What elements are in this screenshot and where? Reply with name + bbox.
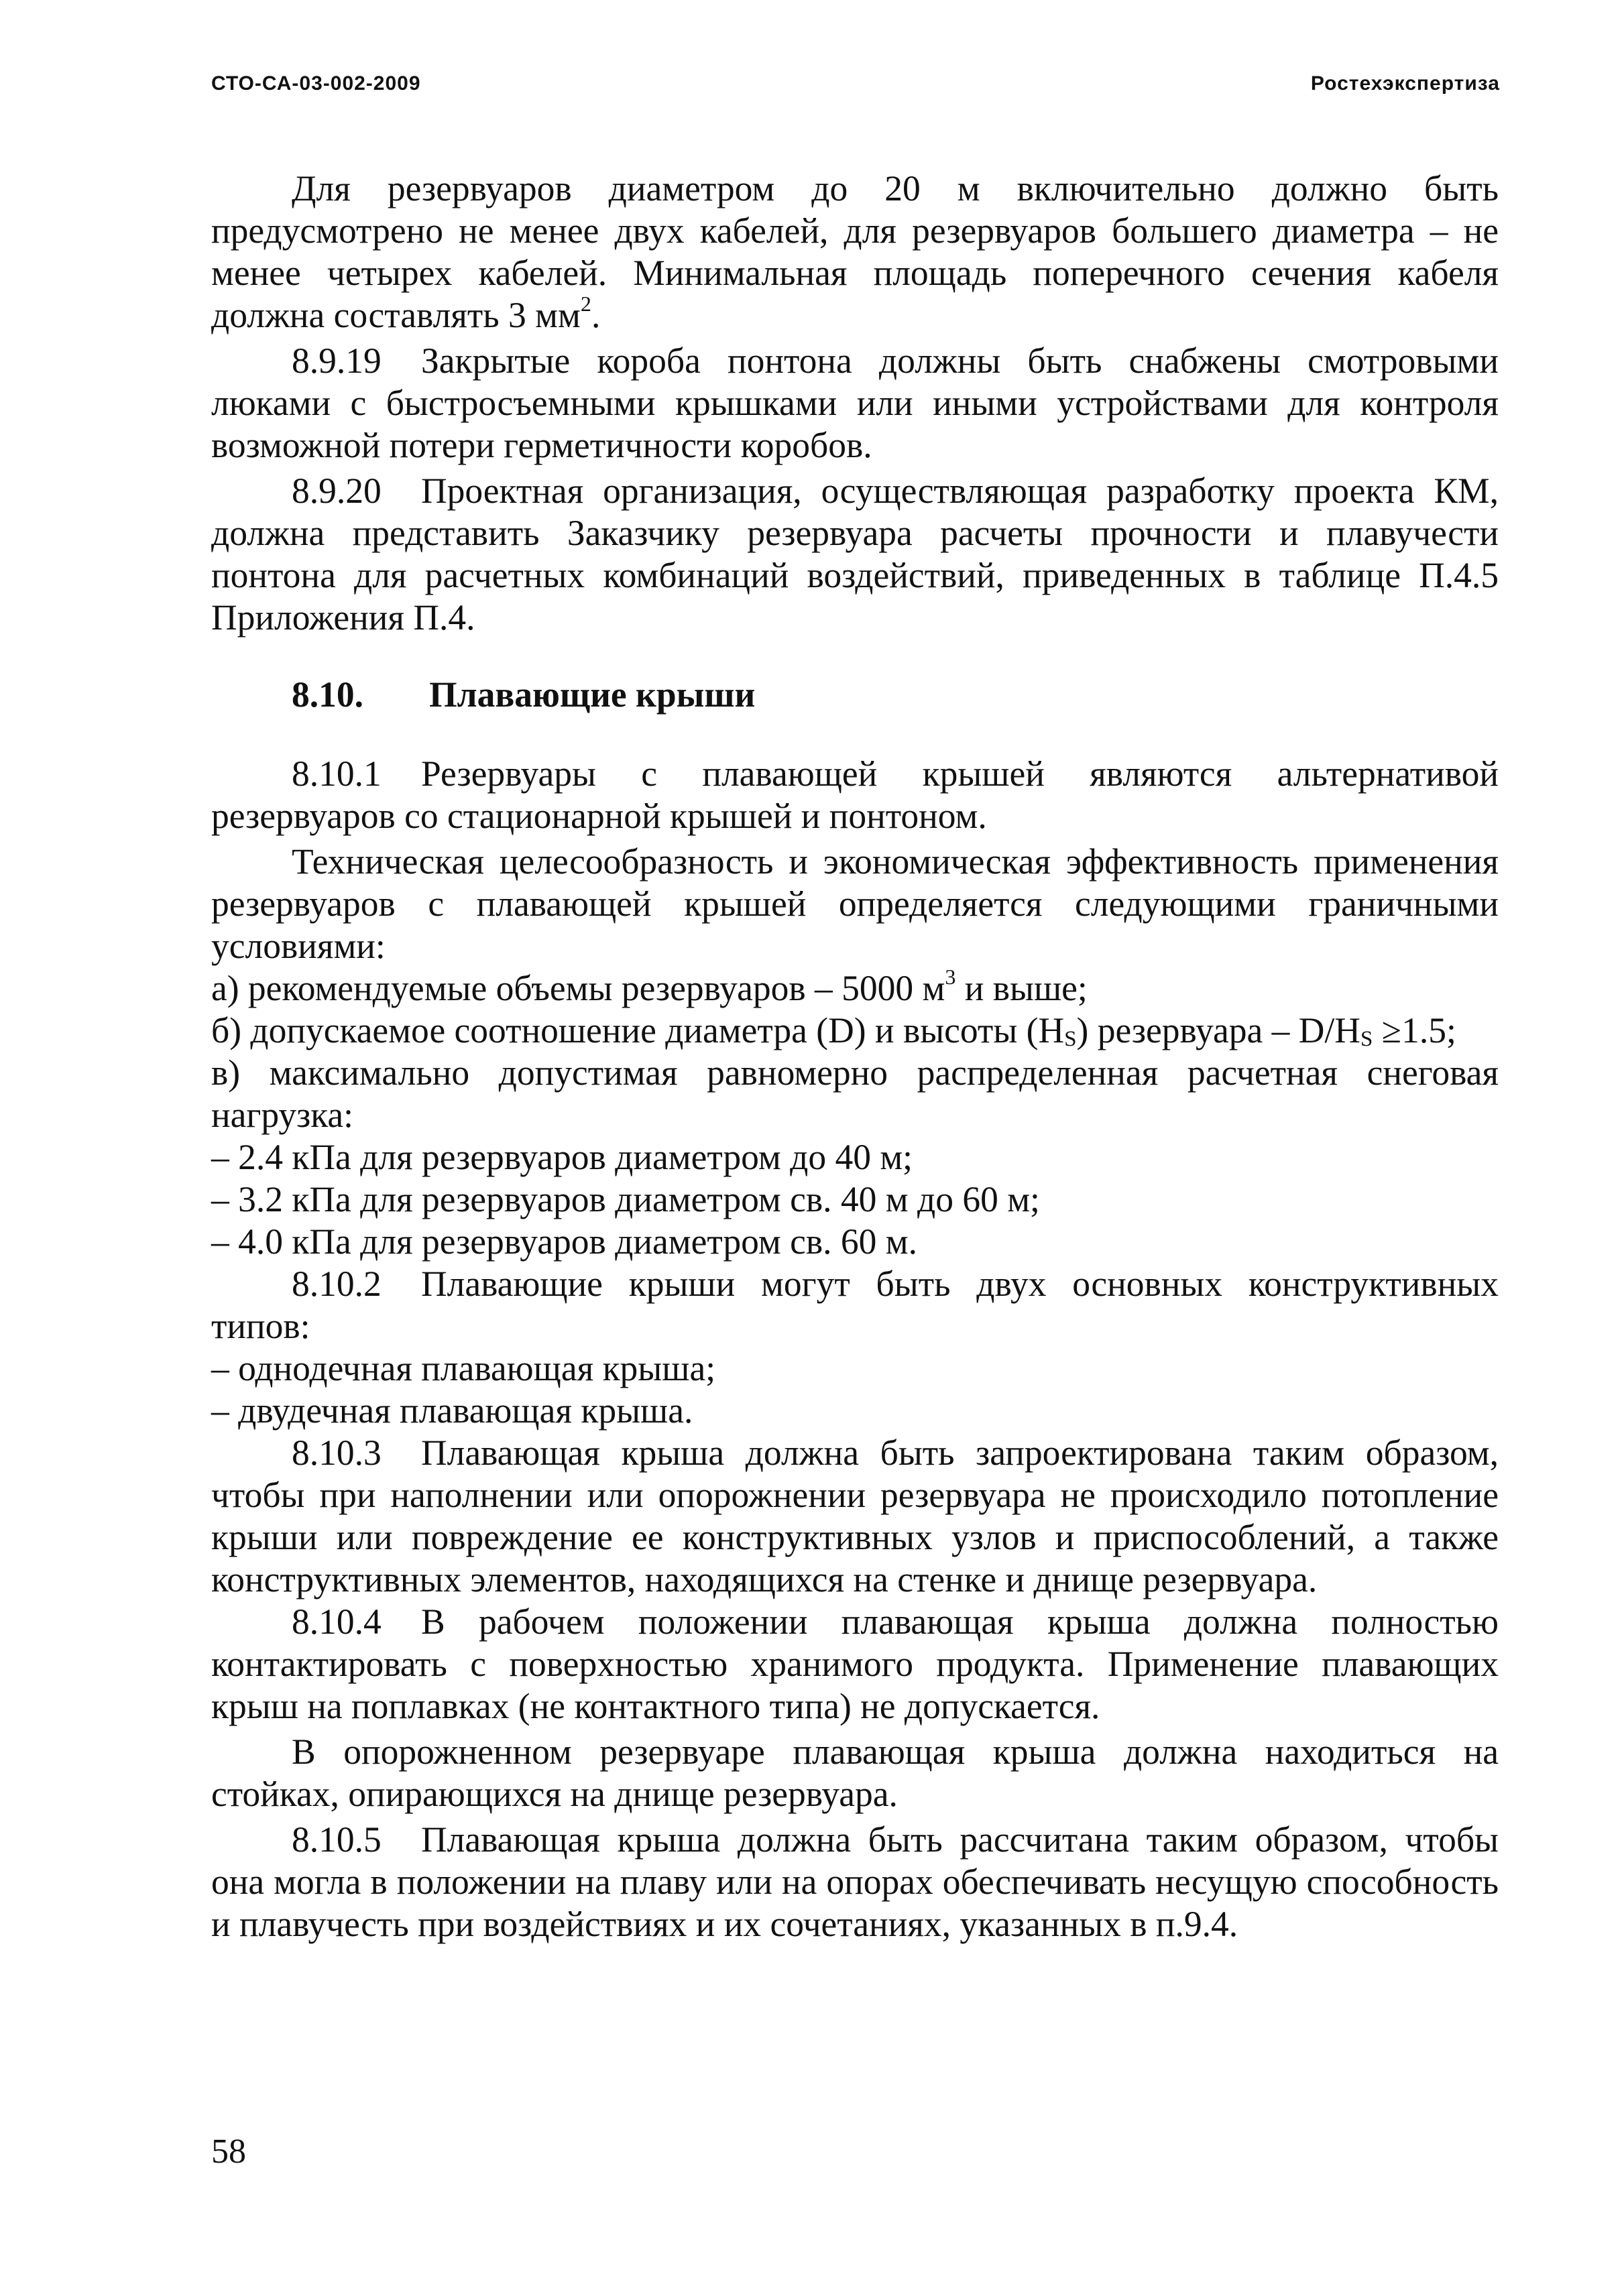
organization-name: Ростехэкспертиза <box>1310 72 1500 95</box>
condition-text: б) допускаемое соотношение диаметра (D) и высоты (H <box>211 1010 1065 1050</box>
paragraph-text: Для резервуаров диаметром до 20 м включительно должно быть предусмотрено не менее двух кабелей, для резервуаров большего диаметра – не менее четырех кабелей. Минимальная площадь поперечного сечения кабеля должна составлять 3 мм <box>211 168 1499 335</box>
condition-b <box>211 1010 1499 1052</box>
paragraph-8-10-5 <box>211 1819 1499 1945</box>
load-item: – 3.2 кПа для резервуаров диаметром св. 40 м до 60 м; <box>211 1179 1040 1219</box>
load-item: – 2.4 кПа для резервуаров диаметром до 40 м; <box>211 1137 913 1177</box>
paragraph-empty-tank <box>211 1731 1499 1815</box>
paragraph-text: Проектная организация, осуществляющая разработку проекта КМ, должна представить Заказчику резервуара расчеты прочности и плавучести понтона для расчетных комбинаций воздействий, приведенных в таблице П.4.5 Приложения П.4. <box>211 471 1499 638</box>
condition-c: в) максимально допустимая равномерно распределенная расчетная снеговая нагрузка: <box>211 1052 1499 1135</box>
section-title: Плавающие крыши <box>429 674 756 715</box>
roof-type-item: – двудечная плавающая крыша. <box>211 1390 693 1431</box>
roof-type-item: – однодечная плавающая крыша; <box>211 1348 716 1388</box>
paragraph-8-10-2 <box>211 1263 1499 1347</box>
page-number: 58 <box>211 2132 246 2171</box>
condition-text-end: ≥1.5; <box>1373 1010 1456 1050</box>
page-body <box>211 168 1499 1945</box>
condition-text: а) рекомендуемые объемы резервуаров – 5000 м <box>211 968 945 1008</box>
paragraph-end: . <box>591 295 601 335</box>
condition-text-end: и выше; <box>955 968 1088 1008</box>
superscript: 3 <box>945 964 956 989</box>
paragraph-cables <box>211 168 1499 337</box>
load-item: – 4.0 кПа для резервуаров диаметром св. 60 м. <box>211 1221 917 1262</box>
document-code: СТО-СА-03-002-2009 <box>211 72 421 95</box>
section-number: 8.10. <box>292 674 363 715</box>
clause-number: 8.10.4 <box>292 1602 382 1642</box>
superscript: 2 <box>580 291 591 316</box>
paragraph-8-10-3 <box>211 1432 1499 1601</box>
section-heading <box>211 674 1499 716</box>
paragraph-text: Резервуары с плавающей крышей являются альтернативой резервуаров со стационарной крышей и понтоном. <box>211 753 1499 836</box>
clause-number: 8.9.19 <box>292 341 382 381</box>
clause-number: 8.10.3 <box>292 1433 382 1473</box>
paragraph-text: Плавающие крыши могут быть двух основных конструктивных типов: <box>211 1264 1499 1346</box>
paragraph-text: В опорожненном резервуаре плавающая крыша должна находиться на стойках, опирающихся на днище резервуара. <box>211 1732 1499 1814</box>
paragraph-8-9-19 <box>211 340 1499 467</box>
paragraph-text: В рабочем положении плавающая крыша должна полностью контактировать с поверхностью хранимого продукта. Применение плавающих крыш на поплавках (не контактного типа) не допускается. <box>211 1602 1499 1726</box>
paragraph-text: Закрытые короба понтона должны быть снабжены смотровыми люками с быстросъемными крышками или иными устройствами для контроля возможной потери герметичности коробов. <box>211 341 1499 465</box>
paragraph-8-9-20 <box>211 470 1499 639</box>
paragraph-text: Плавающая крыша должна быть запроектирована таким образом, чтобы при наполнении или опорожнении резервуара не происходило потопление крыши или повреждение ее конструктивных узлов и приспособлений, а также конструктивных элементов, находящихся на стенке и днище резервуара. <box>211 1433 1499 1599</box>
paragraph-text: Плавающая крыша должна быть рассчитана таким образом, чтобы она могла в положении на плаву или на опорах обеспечивать несущую способность и плавучесть при воздействиях и их сочетаниях, указанных в п.9.4. <box>211 1819 1499 1944</box>
paragraph-conditions-intro <box>211 841 1499 967</box>
condition-a <box>211 964 1499 1010</box>
clause-number: 8.9.20 <box>292 471 382 511</box>
subscript: S <box>1064 1026 1077 1051</box>
subscript: S <box>1360 1026 1373 1051</box>
condition-text: ) резервуара – D/H <box>1076 1010 1360 1050</box>
clause-number: 8.10.5 <box>292 1819 382 1860</box>
paragraph-text: Техническая целесообразность и экономическая эффективность применения резервуаров с плавающей крышей определяется следующими граничными условиями: <box>211 841 1499 966</box>
paragraph-8-10-4 <box>211 1601 1499 1728</box>
clause-number: 8.10.1 <box>292 753 382 794</box>
clause-number: 8.10.2 <box>292 1264 382 1304</box>
paragraph-8-10-1 <box>211 753 1499 837</box>
